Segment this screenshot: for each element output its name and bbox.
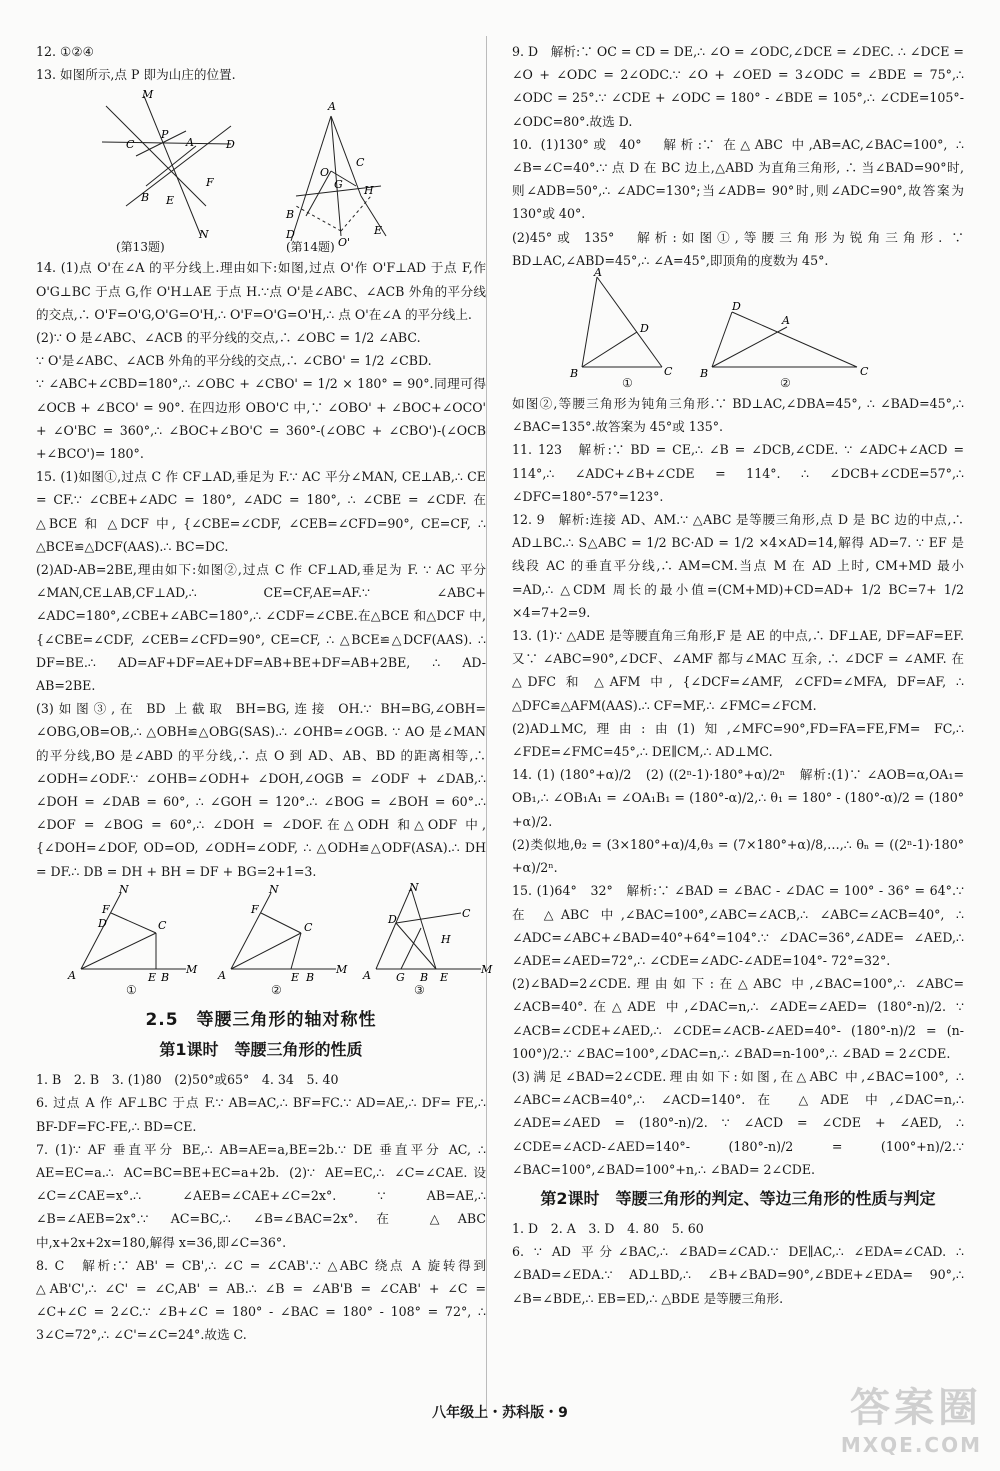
section-title: 2.5 等腰三角形的轴对称性 (145, 1009, 377, 1030)
svg-text:O': O' (338, 236, 351, 250)
figure-10-1-caption: ① (622, 376, 633, 391)
svg-text:M: M (481, 962, 493, 976)
svg-text:B: B (420, 970, 429, 984)
svg-text:H: H (441, 932, 451, 946)
geometry-figure-15 (36, 880, 493, 984)
svg-text:M: M (336, 962, 348, 976)
answer-15-part3: (3)如图③,在 BD 上截取 BH=BG,连接 OH.∵ BH=BG,∠OBH= ∠OBG,OB=OB,∴ △OBH≌△OBG(SAS).∴ ∠OHB=∠OGB. ∵ AO 是∠MAN 的平分线,BO 是∠ABD 的平分线,∴ 点 O 到 AD、AB、BD 的距离相等,∴ ∠ODH=∠ODF.∵ ∠OHB=∠ODH+ ∠DOH,∠OGB = ∠ODF + ∠DAB,∴ ∠DOH = ∠DAB = 60°, ∴ ∠GOH = 120°.∴ ∠BOG = ∠BOH = 60°.∴ ∠DOF = ∠BOG = 60°,∴ ∠DOH = ∠DOF.在△ODH 和△ODF 中, {∠DOH=∠DOF, OD=OD, ∠ODH=∠ODF, ∴ △ODH≌△ODF(ASA).∴ DH = DF.∴ DB = DH + BH = DF + BG=2+1=3. (36, 701, 486, 879)
svg-text:P: P (161, 128, 169, 142)
svg-text:C: C (860, 365, 869, 379)
svg-text:G: G (396, 970, 405, 984)
geometry-figure-13-14 (36, 86, 486, 256)
lesson1-answer-7: 7. (1)∵ AF 垂直平分 BE,∴ AB=AE=a,BE=2b.∵ DE 垂直平分 AC, ∴ AE=EC=a.∴ AC=BC=BE+EC=a+2b. (2)∵ AE=EC,∴ ∠C=∠CAE.设∠C=∠CAE=x°.∴ ∠AEB=∠CAE+∠C=2x°. ∵ AB=AE,∴ ∠B=∠AEB=2x°.∵ AC=BC,∴ ∠B=∠BAC=2x°.在 △ABC 中,x+2x+2x=180,解得 x=36,即∠C=36°. (36, 1141, 486, 1250)
lesson2-answers-1-5: 1. D 2. A 3. D 4. 80 5. 60 (512, 1220, 704, 1236)
svg-text:A: A (328, 100, 336, 114)
svg-text:M: M (142, 88, 154, 102)
svg-text:B: B (570, 367, 579, 381)
svg-text:N: N (199, 228, 209, 242)
svg-text:A: A (594, 266, 602, 280)
svg-text:C: C (304, 920, 313, 934)
figure-15-2-caption: ② (271, 982, 282, 997)
right-column (512, 40, 964, 1310)
svg-text:F: F (251, 902, 259, 916)
svg-text:B: B (700, 367, 709, 381)
answer-10-part1: 10. (1)130°或 40° 解析:∵ 在△ABC 中,AB=AC,∠BAC=100°, ∴ ∠B=∠C=40°.∵ 点 D 在 BC 边上,△ABD 为直角三角形, ∴ 当∠BAD=90°时,则∠ADB=50°,∴ ∠ADC=130°;当∠ADB= 90°时,则∠ADC=90°,故答案为 130°或 40°. (512, 136, 964, 222)
svg-text:D: D (732, 300, 741, 314)
answer-15-right-part1: 15. (1)64° 32° 解析:∵ ∠BAD = ∠BAC - ∠DAC = 100° - 36° = 64°.∵ 在 △ABC 中,∠BAC=100°,∠ABC=∠ACB,∴ ∠ABC=∠ACB=40°, ∴ ∠ADC=∠ABC+∠BAD=40°+64°=104°.∵ ∠DAC=36°,∠ADE= ∠AED,∴ ∠ADE=∠AED=72°,∴ ∠CDE=∠ADC-∠ADE=104°- 72°=32°. (512, 883, 964, 968)
svg-text:A: A (186, 136, 194, 150)
answer-10-part2-cont: 如图②,等腰三角形为钝角三角形.∵ BD⊥AC,∠DBA=45°, ∴ ∠BAD=45°,∴ ∠BAC=135°.故答案为 45°或 135°. (512, 396, 964, 435)
answer-14-part2b: ∵ O'是∠ABC、∠ACB 外角的平分线的交点,∴ ∠CBO' = 1/2 ∠CBD. (36, 353, 432, 369)
svg-text:E: E (166, 194, 175, 208)
svg-text:E: E (440, 970, 449, 984)
svg-text:C: C (126, 138, 135, 152)
answer-14-part1: 14. (1)点 O'在∠A 的平分线上.理由如下:如图,过点 O'作 O'F⊥AD 于点 F,作 O'G⊥BC 于点 G,作 O'H⊥AE 于点 H.∵点 O'是∠ABC、∠ACB 外角的平分线的交点,∴ O'F=O'G,O'G=O'H,∴ O'F=O'G=O'H,∴ 点 O'在∠A 的平分线上. (36, 260, 486, 322)
svg-text:F: F (102, 902, 110, 916)
answer-12-right: 12. 9 解析:连接 AD、AM.∵ △ABC 是等腰三角形,点 D 是 BC 边的中点,∴ AD⊥BC.∴ S△ABC = 1/2 BC·AD = 1/2 ×4×AD=14,解得 AD=7. ∵ EF 是线段 AC 的垂直平分线,∴ AM=CM.当点 M 在 AD 上时, CM+MD 最小=AD,∴ △CDM 周长的最小值=(CM+MD)+CD=AD+ 1/2 BC=7+ 1/2 ×4=7+2=9. (512, 512, 964, 620)
svg-text:N: N (119, 882, 129, 896)
answer-9: 9. D 解析:∵ OC = CD = DE,∴ ∠O = ∠ODC,∠DCE = ∠DEC. ∴ ∠DCE = ∠O + ∠ODC = 2∠ODC.∵ ∠O + ∠OED = 3∠ODC = ∠BDE = 75°,∴ ∠ODC = 25°.∵ ∠CDE + ∠ODC = 180° - ∠BDE = 105°,∴ ∠CDE=105°-∠ODC=80°.故选 D. (512, 44, 964, 129)
svg-text:H: H (364, 184, 374, 198)
svg-text:F: F (206, 176, 214, 190)
answer-15-part1: 15. (1)如图①,过点 C 作 CF⊥AD,垂足为 F.∵ AC 平分∠MAN, CE⊥AB,∴ CE = CF.∵ ∠CBE+∠ADC = 180°, ∠ADC = 180°, ∴ ∠CBE = ∠CDF. 在 △BCE 和 △DCF 中, {∠CBE=∠CDF, ∠CEB=∠CFD=90°, CE=CF, ∴ △BCE≌△DCF(AAS).∴ BC=DC. (36, 469, 486, 554)
answer-13-part2: (2)AD⊥MC,理由:由(1)知,∠MFC=90°,FD=FA=FE,FM= FC,∴ ∠FDE=∠FMC=45°,∴ DE∥CM,∴ AD⊥MC. (512, 720, 964, 760)
svg-text:D: D (640, 322, 649, 336)
svg-text:A: A (218, 968, 226, 982)
answer-15-part2: (2)AD-AB=2BE,理由如下:如图②,过点 C 作 CF⊥AD,垂足为 F. ∵ AC 平分∠MAN,CE⊥AB,CF⊥AD,∴ CE=CF,AE=AF.∵ ∠ABC+ ∠ADC=180°,∠CBE+∠ABC=180°,∴ ∠CDF=∠CBE.在△BCE 和△DCF 中, {∠CBE=∠CDF, ∠CEB=∠CFD=90°, CE=CF, ∴ △BCE≌△DCF(AAS). ∴ DF=BE.∴ AD=AF+DF=AE+DF=AB+BE+DF=AB+2BE, ∴ AD-AB=2BE. (36, 562, 486, 694)
svg-text:G: G (334, 178, 343, 192)
watermark-logo-text: 答案圈 (850, 1385, 982, 1431)
svg-text:M: M (186, 962, 198, 976)
svg-text:N: N (409, 880, 419, 894)
svg-text:D: D (388, 912, 397, 926)
answer-14-right-part1: 14. (1) (180°+α)/2 (2) ((2ⁿ-1)·180°+α)/2ⁿ 解析:(1)∵ ∠AOB=α,OA₁= OB₁,∴ ∠OB₁A₁ = ∠OA₁B₁ = (180°-α)/2,∴ θ₁ = 180° - (180°-α)/2 = (180°+α)/2. (512, 767, 964, 829)
answer-14-right-part2: (2)类似地,θ₂ = (3×180°+α)/4,θ₃ = (7×180°+α)/8,…,∴ θₙ = ((2ⁿ-1)·180°+α)/2ⁿ. (512, 836, 964, 876)
answer-12: 12. ①②④ (36, 44, 94, 59)
figure-13-caption: (第13题) (116, 240, 165, 255)
svg-text:A: A (782, 314, 790, 328)
figures-15 (36, 880, 493, 1001)
answer-10-part2: (2)45°或 135° 解析:如图①,等腰三角形为锐角三角形. ∵ BD⊥AC,∠ABD=45°,∴ ∠A=45°,即顶角的度数为 45°. (512, 229, 964, 268)
svg-text:B: B (141, 191, 150, 205)
watermark-url: MXQE.COM (840, 1433, 982, 1457)
answer-11: 11. 123 解析:∵ BD = CE,∴ ∠B = ∠DCB,∠CDE. ∵ ∠ADC+∠ACD = 114°,∴ ∠ADC+∠B+∠CDE = 114°. ∴ ∠DCB+∠CDE=57°,∴ ∠DFC=180°-57°=123°. (512, 442, 964, 504)
figure-15-3-caption: ③ (414, 982, 425, 997)
figures-13-14 (36, 86, 486, 256)
svg-text:C: C (664, 365, 673, 379)
svg-text:C: C (158, 918, 167, 932)
svg-text:B: B (161, 970, 170, 984)
answer-13-part1: 13. (1)∵ △ADE 是等腰直角三角形,F 是 AE 的中点,∴ DF⊥AE, DF=AF=EF.又∵ ∠ABC=90°,∠DCF、∠AMF 都与∠MAC 互余, ∴ ∠DCF = ∠AMF. 在 △DFC 和 △AFM 中, {∠DCF=∠AMF, ∠CFD=∠MFA, DF=AF, ∴ △DFC≌△AFM(AAS).∴ CF=MF,∴ ∠FMC=∠FCM. (512, 628, 964, 713)
svg-text:A: A (68, 968, 76, 982)
svg-text:C: C (356, 156, 365, 170)
svg-text:E: E (374, 224, 383, 238)
figure-15-1-caption: ① (126, 982, 137, 997)
answer-14-part2a: (2)∵ O 是∠ABC、∠ACB 的平分线的交点,∴ ∠OBC = 1/2 ∠ABC. (36, 330, 421, 346)
svg-text:D: D (98, 916, 107, 930)
figure-14-caption: (第14题) (286, 240, 335, 255)
svg-text:B: B (306, 970, 315, 984)
lesson-1-title: 第1课时 等腰三角形的性质 (159, 1040, 363, 1060)
answer-14-part2c: ∵ ∠ABC+∠CBD=180°,∴ ∠OBC + ∠CBO' = 1/2 × 180° = 90°.同理可得∠OCB + ∠BCO' = 90°. 在四边形 OBO'C 中,∵ ∠OBO' + ∠BOC+∠OCO' + ∠O'BC = 360°,∴ ∠BOC+∠BO'C = 360°-(∠OBC + ∠CBO')-(∠OCB +∠BCO')= 180°. (36, 376, 486, 462)
page-footer: 八年级上・苏科版・9 (432, 1405, 568, 1421)
svg-text:D: D (286, 228, 295, 242)
answer-15-right-part2: (2)∠BAD=2∠CDE.理由如下:在△ABC 中,∠BAC=100°,∴ ∠ABC= ∠ACB=40°.在△ADE 中,∠DAC=n,∴ ∠ADE=∠AED= (180°-n)/2. ∵ ∠ACB=∠CDE+∠AED,∴ ∠CDE=∠ACB-∠AED=40°- (180°-n)/2 = (n-100°)/2.∵ ∠BAC=100°,∠DAC=n,∴ ∠BAD=n-100°,∴ ∠BAD = 2∠CDE. (512, 976, 964, 1061)
lesson1-answer-6: 6. 过点 A 作 AF⊥BC 于点 F.∵ AB=AC,∴ BF=FC.∵ AD=AE,∴ DF= FE,∴ BF-DF=FC-FE,∴ BD=CE. (36, 1095, 486, 1134)
svg-text:D: D (226, 138, 235, 152)
site-watermark (841, 1376, 982, 1457)
figures-10 (512, 266, 964, 392)
geometry-figure-10 (512, 266, 962, 382)
lesson1-answer-8: 8. C 解析:∵ AB' = CB',∴ ∠C = ∠CAB'.∵ △ABC 绕点 A 旋转得到 △AB'C',∴ ∠C' = ∠C,AB' = AB.∴ ∠B = ∠AB'B = ∠CAB' + ∠C = ∠C+∠C = 2∠C.∵ ∠B+∠C = 180° - ∠BAC = 180° - 108° = 72°, ∴ 3∠C=72°,∴ ∠C'=∠C=24°.故选 C. (36, 1257, 486, 1343)
left-column (36, 40, 493, 1347)
lesson1-answers-1-5: 1. B 2. B 3. (1)80 (2)50°或65° 4. 34 5. 40 (36, 1072, 339, 1088)
answer-13: 13. 如图所示,点 P 即为山庄的位置. (36, 67, 236, 83)
lesson2-answer-6: 6. ∵ AD 平分∠BAC,∴ ∠BAD=∠CAD.∵ DE∥AC,∴ ∠EDA=∠CAD. ∴ ∠BAD=∠EDA.∵ AD⊥BD,∴ ∠B+∠BAD=90°,∠BDE+∠EDA= 90°,∴ ∠B=∠BDE,∴ EB=ED,∴ △BDE 是等腰三角形. (512, 1244, 964, 1306)
svg-text:C: C (462, 906, 471, 920)
figure-10-2-caption: ② (780, 376, 791, 391)
svg-text:A: A (363, 968, 371, 982)
svg-text:O: O (320, 166, 330, 180)
svg-text:E: E (291, 970, 300, 984)
lesson-2-title: 第2课时 等腰三角形的判定、等边三角形的性质与判定 (540, 1188, 936, 1208)
svg-text:E: E (148, 970, 157, 984)
svg-text:N: N (269, 882, 279, 896)
svg-text:B: B (286, 208, 295, 222)
answer-15-right-part3: (3)满足∠BAD=2∠CDE.理由如下:如图,在△ABC 中,∠BAC=100°, ∴ ∠ABC=∠ACB=40°,∴ ∠ACD=140°.在 △ADE 中,∠DAC=n,∴ ∠ADE=∠AED = (180°-n)/2. ∵ ∠ACD = ∠CDE + ∠AED, ∴ ∠CDE=∠ACD-∠AED=140°- (180°-n)/2 = (100°+n)/2.∵ ∠BAC=100°,∠BAD=100°+n,∴ ∠BAD= 2∠CDE. (512, 1068, 964, 1177)
column-divider (486, 36, 487, 1416)
